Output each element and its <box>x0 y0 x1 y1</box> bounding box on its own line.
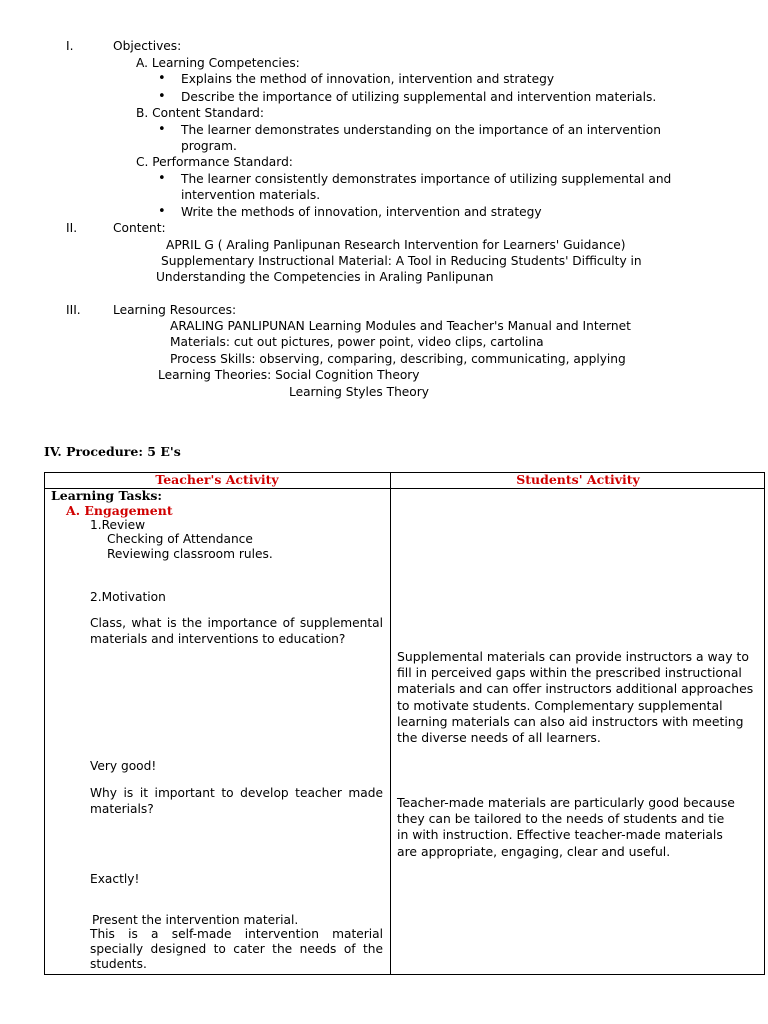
content-line: Supplementary Instructional Material: A Tool in Reducing Students' Difficulty in <box>161 254 642 268</box>
procedure-title: IV. Procedure: 5 E's <box>44 444 181 459</box>
content-line: APRIL G ( Araling Panlipunan Research Intervention for Learners' Guidance) <box>166 238 626 252</box>
bullet-item: • The learner demonstrates understanding on the importance of an intervention <box>181 122 661 138</box>
section-number-ii: II. <box>66 221 78 235</box>
bullet-item: • Describe the importance of utilizing supplemental and intervention materials. <box>181 89 656 105</box>
engagement-label: A. Engagement <box>66 503 173 518</box>
present-material-line: Present the intervention material. <box>92 913 299 927</box>
subsection-performance-standard: C. Performance Standard: <box>136 155 293 169</box>
content-line: Understanding the Competencies in Araling Panlipunan <box>156 270 494 284</box>
section-title-objectives: Objectives: <box>113 39 182 53</box>
section-number-i: I. <box>66 39 74 53</box>
section-title-resources: Learning Resources: <box>113 303 237 317</box>
learning-tasks-label: Learning Tasks: <box>51 488 162 503</box>
material-description: This is a self-made intervention material specially designed to cater the needs of the students. <box>90 927 383 971</box>
bullet-item: • Explains the method of innovation, intervention and strategy <box>181 71 554 87</box>
student-answer-2: Teacher-made materials are particularly good because they can be tailored to the needs of students and tie in with instruction. Effective teacher-made materials are appropriate, engaging, clear and useful. <box>397 795 735 859</box>
rules-line: Reviewing classroom rules. <box>107 547 273 561</box>
bullet-item-continuation: program. <box>181 139 237 153</box>
section-title-content: Content: <box>113 221 166 235</box>
bullet-item: • Write the methods of innovation, intervention and strategy <box>181 204 542 220</box>
resource-line: Materials: cut out pictures, power point, video clips, cartolina <box>170 335 544 349</box>
student-answer-1: Supplemental materials can provide instructors a way to fill in perceived gaps within the prescribed instructional materials and can offer instructors additional approaches to motivate students. Complementary supplemental learning materials can also aid instructors with meeting the diverse needs of all learners. <box>397 649 754 746</box>
resource-line: Learning Theories: Social Cognition Theory <box>158 368 420 382</box>
bullet-item: • The learner consistently demonstrates importance of utilizing supplemental and <box>181 171 671 187</box>
section-number-iii: III. <box>66 303 81 317</box>
bullet-item-continuation: intervention materials. <box>181 188 321 202</box>
teacher-activity-header: Teacher's Activity <box>155 472 279 487</box>
review-label: 1.Review <box>90 518 146 532</box>
subsection-content-standard: B. Content Standard: <box>136 106 265 120</box>
table-divider <box>390 472 391 975</box>
teacher-question-2: Why is it important to develop teacher made materials? <box>90 786 383 816</box>
resource-line: Process Skills: observing, comparing, describing, communicating, applying <box>170 352 626 366</box>
resource-line: Learning Styles Theory <box>289 385 429 399</box>
resource-line: ARALING PANLIPUNAN Learning Modules and Teacher's Manual and Internet <box>170 319 631 333</box>
motivation-label: 2.Motivation <box>90 590 166 604</box>
attendance-line: Checking of Attendance <box>107 532 253 546</box>
students-activity-header: Students' Activity <box>516 472 640 487</box>
subsection-learning-competencies: A. Learning Competencies: <box>136 56 300 70</box>
teacher-question-1: Class, what is the importance of supplemental materials and interventions to education? <box>90 616 383 646</box>
teacher-praise: Exactly! <box>90 872 140 886</box>
teacher-praise: Very good! <box>90 759 157 773</box>
